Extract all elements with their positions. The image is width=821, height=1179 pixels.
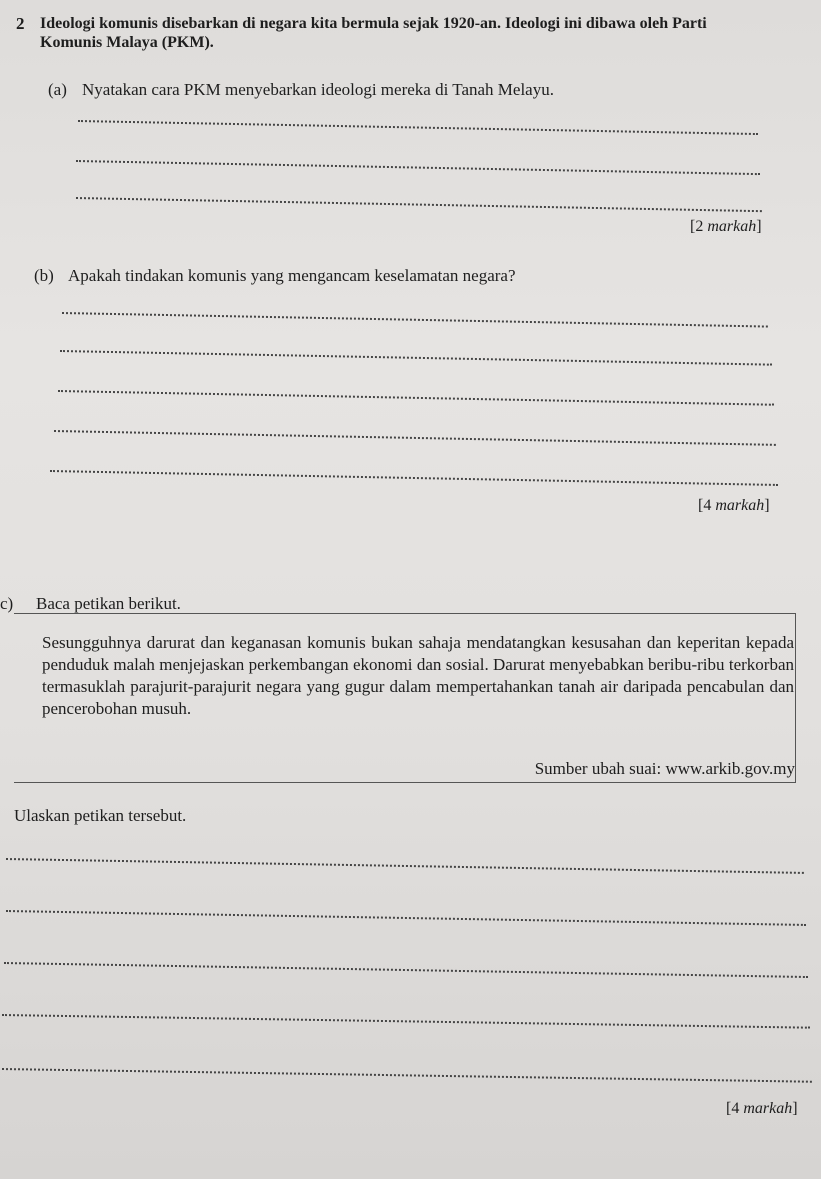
question-number: 2 bbox=[16, 14, 25, 33]
part-a-marks: [2 markah] bbox=[690, 218, 762, 235]
part-c-label: c) bbox=[0, 594, 14, 613]
part-c-answer-line-4[interactable] bbox=[2, 1014, 810, 1029]
part-b-question: Apakah tindakan komunis yang mengancam keselamatan negara? bbox=[68, 266, 516, 285]
part-c-marks: [4 markah] bbox=[726, 1100, 798, 1117]
part-a-label: (a) bbox=[48, 80, 67, 99]
part-b-answer-line-4[interactable] bbox=[54, 430, 776, 446]
part-a-question: Nyatakan cara PKM menyebarkan ideologi mereka di Tanah Melayu. bbox=[82, 80, 554, 99]
part-c-instruction: Baca petikan berikut. bbox=[36, 594, 181, 613]
part-a-answer-line-2[interactable] bbox=[76, 160, 760, 175]
part-c-answer-line-1[interactable] bbox=[6, 858, 804, 874]
passage-text: Sesungguhnya darurat dan keganasan komunis bukan sahaja mendatangkan kesusahan dan keperitan kepada penduduk malah menjejaskan perkembangan ekonomi dan sosial. Darurat menyebabkan beribu-ribu terkorban termasuklah parajurit-parajurit negara yang gugur dalam mempertahankan tanah air daripada pencabulan dan pencerobohan musuh. bbox=[42, 633, 794, 718]
passage-source: Sumber ubah suai: www.arkib.gov.my bbox=[534, 759, 795, 778]
part-c-answer-line-2[interactable] bbox=[6, 910, 806, 926]
part-c-question: Ulaskan petikan tersebut. bbox=[14, 806, 187, 825]
part-c-answer-line-3[interactable] bbox=[4, 962, 808, 978]
part-b-label: (b) bbox=[34, 266, 54, 285]
part-b-answer-line-5[interactable] bbox=[50, 470, 778, 486]
part-a-answer-line-3[interactable] bbox=[76, 197, 762, 212]
part-a-answer-line-1[interactable] bbox=[78, 120, 758, 135]
part-b-answer-line-1[interactable] bbox=[62, 312, 768, 328]
part-b-marks: [4 markah] bbox=[698, 497, 770, 514]
part-b-answer-line-2[interactable] bbox=[60, 350, 772, 366]
part-b-answer-line-3[interactable] bbox=[58, 390, 774, 406]
question-stem-line1: Ideologi komunis disebarkan di negara kita bermula sejak 1920-an. Ideologi ini dibawa oleh Parti bbox=[40, 15, 707, 32]
part-c-answer-line-5[interactable] bbox=[2, 1068, 812, 1083]
question-stem bbox=[40, 14, 780, 52]
question-stem-line2: Komunis Malaya (PKM). bbox=[40, 34, 214, 51]
